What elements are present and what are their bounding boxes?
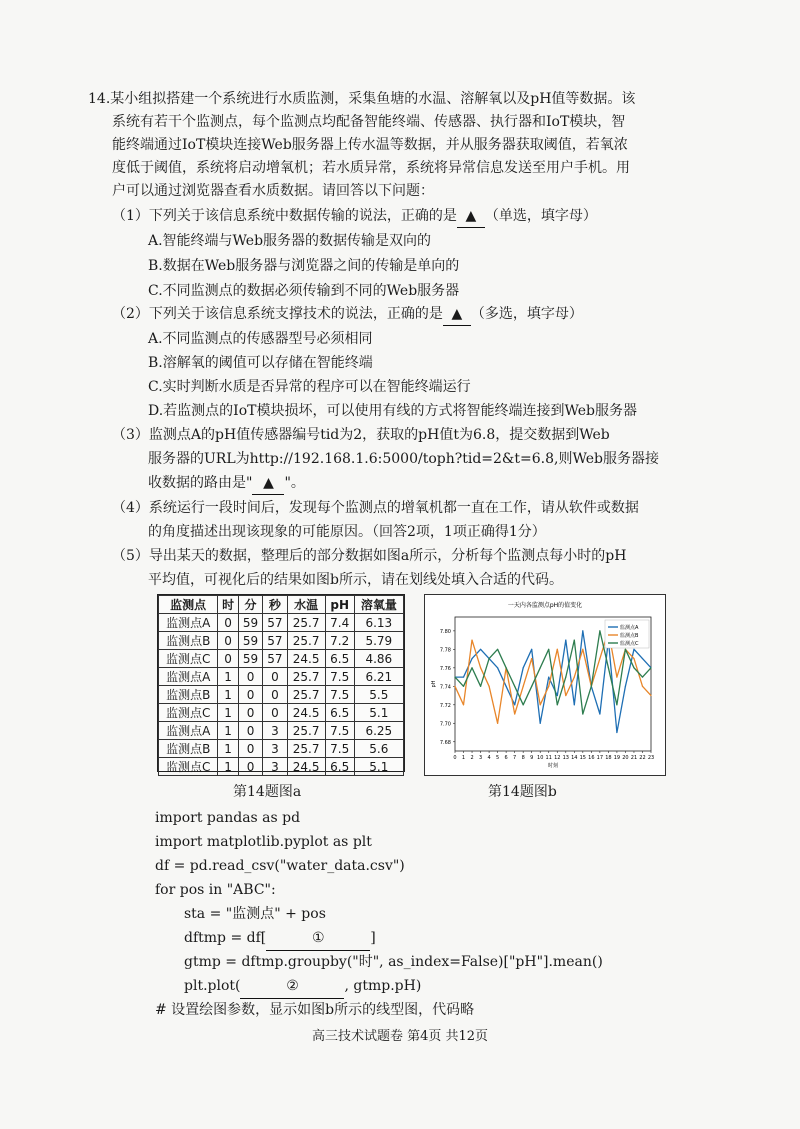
table-cell: 0 [263,668,287,686]
table-cell: 3 [263,758,287,776]
table-cell: 6.5 [325,704,354,722]
q1-option-a: A.智能终端与Web服务器的数据传输是双向的 [148,233,432,249]
table-cell: 6.5 [325,758,354,776]
x-tick-label: 8 [521,755,525,761]
intro-line: 系统有若干个监测点，每个监测点均配备智能终端、传感器、执行器和IoT模块，智 [112,114,626,130]
data-table [158,595,404,776]
series-3-point [591,686,592,687]
table-cell: 5.79 [354,632,403,650]
x-tick-label: 7 [513,755,517,761]
series-3-point [565,676,566,677]
table-header-cell: 水温 [287,596,325,614]
y-tick-label: 7.68 [439,739,451,746]
y-axis-label: pH [431,680,437,688]
series-2-point [540,704,541,705]
q5-line1: （5）导出某天的数据，整理后的部分数据如图a所示，分析每个监测点每小时的pH [112,548,627,564]
x-tick-label: 4 [487,755,491,761]
table-cell: 4.86 [354,650,403,668]
table-cell: 6.5 [325,650,354,668]
series-1-point [574,704,575,705]
x-tick-label: 2 [470,755,474,761]
series-2-point [471,640,472,641]
x-tick-label: 20 [622,755,629,761]
table-cell: 0 [238,704,262,722]
code-line-blank2: plt.plot( ② , gtmp.pH) [184,974,421,999]
intro-line: 能终端通过IoT模块连接Web服务器上传水温等数据，并从服务器获取阈值，若氧浓 [112,137,628,153]
figure-a-table [157,594,405,772]
series-1-point [514,704,515,705]
intro-line: 度低于阈值，系统将启动增氧机；若水质异常，系统将异常信息发送至用户手机。用 [112,160,630,176]
code-line-blank1: dftmp = df[ ① ] [184,926,376,951]
table-cell: 5.1 [354,704,403,722]
series-3-point [480,686,481,687]
x-tick-label: 17 [596,755,604,761]
series-1-point [599,713,600,714]
series-3-point [454,676,455,677]
series-2-point [599,658,600,659]
question-intro [88,88,728,203]
series-1-point [557,695,558,696]
series-3-point [608,667,609,668]
series-2-point [463,704,464,705]
q1-option-c: C.不同监测点的数据必须传输到不同的Web服务器 [148,283,460,299]
series-3-point [514,686,515,687]
table-cell: 监测点A [159,722,218,740]
q2-option-a: A.不同监测点的传感器型号必须相同 [148,331,373,347]
table-cell: 25.7 [287,722,325,740]
series-1-point [463,676,464,677]
table-cell: 0 [218,632,238,650]
q3-blank[interactable]: ▲ [252,472,284,495]
q4-line1: （4）系统运行一段时间后，发现每个监测点的增氧机都一直在工作，请从软件或数据 [112,500,639,516]
x-tick-label: 14 [571,755,578,761]
chart-title: 一天内各监测点pH的值变化 [507,602,583,609]
y-tick-label: 7.76 [439,665,451,672]
table-cell: 1 [218,686,238,704]
q3-line2: 服务器的URL为http://192.168.1.6:5000/toph?tid=2&t=6.8,则Web服务器接 [148,451,659,467]
x-tick-label: 16 [588,755,595,761]
table-cell: 0 [238,668,262,686]
code-line: for pos in "ABC": [155,882,276,898]
series-2-point [514,713,515,714]
q2-option-d: D.若监测点的IoT模块损坏，可以使用有线的方式将智能终端连接到Web服务器 [148,403,637,419]
q3-line1: （3）监测点A的pH值传感器编号tid为2，获取的pH值t为6.8，提交数据到Web [112,427,610,443]
series-1-point [480,649,481,650]
table-header-row [159,596,404,614]
series-1-point [548,676,549,677]
table-cell: 7.5 [325,740,354,758]
series-2-point [565,695,566,696]
x-tick-label: 9 [530,755,534,761]
table-cell: 0 [238,758,262,776]
table-cell: 0 [238,740,262,758]
series-2-point [650,695,651,696]
x-tick-label: 0 [453,755,457,761]
series-1-point [471,658,472,659]
code-line: df = pd.read_csv("water_data.csv") [155,858,405,874]
series-1-point [565,640,566,641]
table-cell: 57 [263,614,287,632]
x-tick-label: 21 [630,755,638,761]
table-row [159,686,404,704]
series-3-point [540,667,541,668]
series-1-point [633,649,634,650]
table-cell: 0 [238,686,262,704]
code-blank-2[interactable]: ② [240,974,344,999]
series-1-point [497,667,498,668]
x-tick-label: 6 [504,755,508,761]
table-cell: 监测点B [159,632,218,650]
series-3-point [497,649,498,650]
series-2-point [497,723,498,724]
q3-line3: 收数据的路由是" ▲ "。 [148,472,305,495]
x-tick-label: 10 [537,755,544,761]
table-cell: 59 [238,614,262,632]
table-cell: 25.7 [287,614,325,632]
y-tick-label: 7.74 [439,684,451,691]
table-cell: 1 [218,758,238,776]
y-tick-label: 7.80 [439,628,451,635]
table-cell: 57 [263,650,287,668]
table-cell: 25.7 [287,740,325,758]
table-cell: 0 [218,614,238,632]
q1-stem: （1）下列关于该信息系统中数据传输的说法，正确的是 ▲ （单选，填字母） [112,205,597,228]
series-2-point [582,649,583,650]
table-cell: 0 [238,722,262,740]
table-cell: 6.25 [354,722,403,740]
table-cell: 3 [263,740,287,758]
x-tick-label: 19 [613,755,621,761]
table-cell: 监测点A [159,668,218,686]
table-row [159,650,404,668]
series-3-point [574,640,575,641]
x-tick-label: 13 [562,755,569,761]
table-cell: 24.5 [287,704,325,722]
series-3-point [463,686,464,687]
q2-stem: （2）下列关于该信息系统支撑技术的说法，正确的是 ▲ （多选，填字母） [112,303,583,326]
x-axis-label: 时刻 [547,763,559,769]
table-cell: 25.7 [287,632,325,650]
table-cell: 7.4 [325,614,354,632]
table-cell: 0 [263,686,287,704]
table-cell: 24.5 [287,758,325,776]
series-2-point [616,676,617,677]
code-comment: # 设置绘图参数，显示如图b所示的线型图，代码略 [155,1002,475,1018]
table-cell: 监测点C [159,758,218,776]
table-cell: 1 [218,668,238,686]
series-1-point [625,686,626,687]
table-cell: 5.1 [354,758,403,776]
table-cell: 25.7 [287,686,325,704]
x-tick-label: 15 [579,755,587,761]
table-cell: 7.2 [325,632,354,650]
table-cell: 3 [263,722,287,740]
code-line: import matplotlib.pyplot as plt [155,834,372,850]
intro-line: 户可以通过浏览器查看水质数据。请回答以下问题： [112,183,434,199]
series-1-point [540,723,541,724]
table-cell: 7.5 [325,668,354,686]
table-cell: 7.5 [325,686,354,704]
intro-line: 14.某小组拟搭建一个系统进行水质监测，采集鱼塘的水温、溶解氧以及pH值等数据。该 [88,91,636,107]
series-1-point [582,630,583,631]
table-header-cell: pH [325,596,354,614]
series-3-point [506,667,507,668]
series-1-point [616,732,617,733]
table-cell: 1 [218,722,238,740]
series-2-point [633,658,634,659]
x-tick-label: 12 [554,755,561,761]
line-chart [425,595,665,775]
table-cell: 24.5 [287,650,325,668]
legend-label: 监测点C [620,641,639,647]
table-row [159,740,404,758]
q5-line2: 平均值，可视化后的结果如图b所示，请在划线处填入合适的代码。 [148,572,563,588]
figure-b-chart [424,594,666,776]
series-3-point [548,649,549,650]
series-2-point [531,658,532,659]
page-footer: 高三技术试题卷 第4页 共12页 [311,1029,489,1044]
q4-line2: 的角度描述出现该现象的可能原因。（回答2项，1项正确得1分） [148,524,546,540]
series-2-point [480,667,481,668]
x-tick-label: 5 [496,755,500,761]
series-3-point [471,667,472,668]
series-1-point [523,667,524,668]
series-3-point [582,713,583,714]
table-header-cell: 秒 [263,596,287,614]
table-cell: 59 [238,650,262,668]
series-3-point [650,667,651,668]
table-cell: 1 [218,740,238,758]
table-cell: 6.21 [354,668,403,686]
caption-a: 第14题图a [233,784,302,800]
series-2-point [548,686,549,687]
table-cell: 5.6 [354,740,403,758]
table-cell: 监测点A [159,614,218,632]
series-3-point [523,704,524,705]
table-body [159,614,404,776]
series-3-point [633,667,634,668]
y-tick-label: 7.70 [439,721,451,728]
table-row [159,614,404,632]
code-blank-1[interactable]: ① [266,926,370,951]
table-cell: 监测点B [159,686,218,704]
legend-label: 监测点A [620,625,639,631]
series-3-point [642,676,643,677]
table-cell: 7.5 [325,722,354,740]
series-1-point [642,658,643,659]
series-3-point [488,658,489,659]
series-3-point [531,686,532,687]
y-tick-label: 7.78 [439,647,451,654]
x-tick-label: 22 [639,755,646,761]
q2-blank[interactable]: ▲ [443,303,471,326]
series-2-point [642,686,643,687]
series-1-point [531,649,532,650]
table-header-cell: 溶氧量 [354,596,403,614]
q1-option-b: B.数据在Web服务器与浏览器之间的传输是单向的 [148,258,460,274]
x-tick-label: 11 [545,755,552,761]
y-tick-label: 7.72 [439,702,451,709]
q1-blank[interactable]: ▲ [457,205,485,228]
table-cell: 监测点B [159,740,218,758]
table-cell: 25.7 [287,668,325,686]
table-cell: 5.5 [354,686,403,704]
x-tick-label: 18 [605,755,612,761]
table-row [159,722,404,740]
caption-b: 第14题图b [488,784,557,800]
table-cell: 59 [238,632,262,650]
table-row [159,758,404,776]
code-line: sta = "监测点" + pos [184,906,326,922]
series-3-point [557,704,558,705]
series-2-point [523,686,524,687]
series-2-point [454,686,455,687]
table-cell: 6.13 [354,614,403,632]
table-header-cell: 分 [238,596,262,614]
series-1-point [506,686,507,687]
table-cell: 57 [263,632,287,650]
table-cell: 监测点C [159,704,218,722]
x-tick-label: 3 [478,755,483,761]
x-tick-label: 23 [647,755,655,761]
legend-label: 监测点B [620,633,639,639]
q2-option-c: C.实时判断水质是否异常的程序可以在智能终端运行 [148,379,471,395]
series-3-point [625,649,626,650]
table-cell: 1 [218,704,238,722]
code-line: import pandas as pd [155,810,301,826]
x-tick-label: 1 [461,755,466,761]
table-row [159,668,404,686]
series-3-point [616,704,617,705]
q2-option-b: B.溶解氧的阈值可以存储在智能终端 [148,355,373,371]
code-line: gtmp = dftmp.groupby("时", as_index=False)["pH"].mean() [184,954,603,970]
series-2-point [488,686,489,687]
series-3-point [599,630,600,631]
table-cell: 监测点C [159,650,218,668]
table-cell: 0 [263,704,287,722]
series-2-point [557,649,558,650]
table-cell: 0 [218,650,238,668]
table-header-cell: 时 [218,596,238,614]
table-row [159,704,404,722]
table-row [159,632,404,650]
series-2-point [574,676,575,677]
table-header-cell: 监测点 [159,596,218,614]
